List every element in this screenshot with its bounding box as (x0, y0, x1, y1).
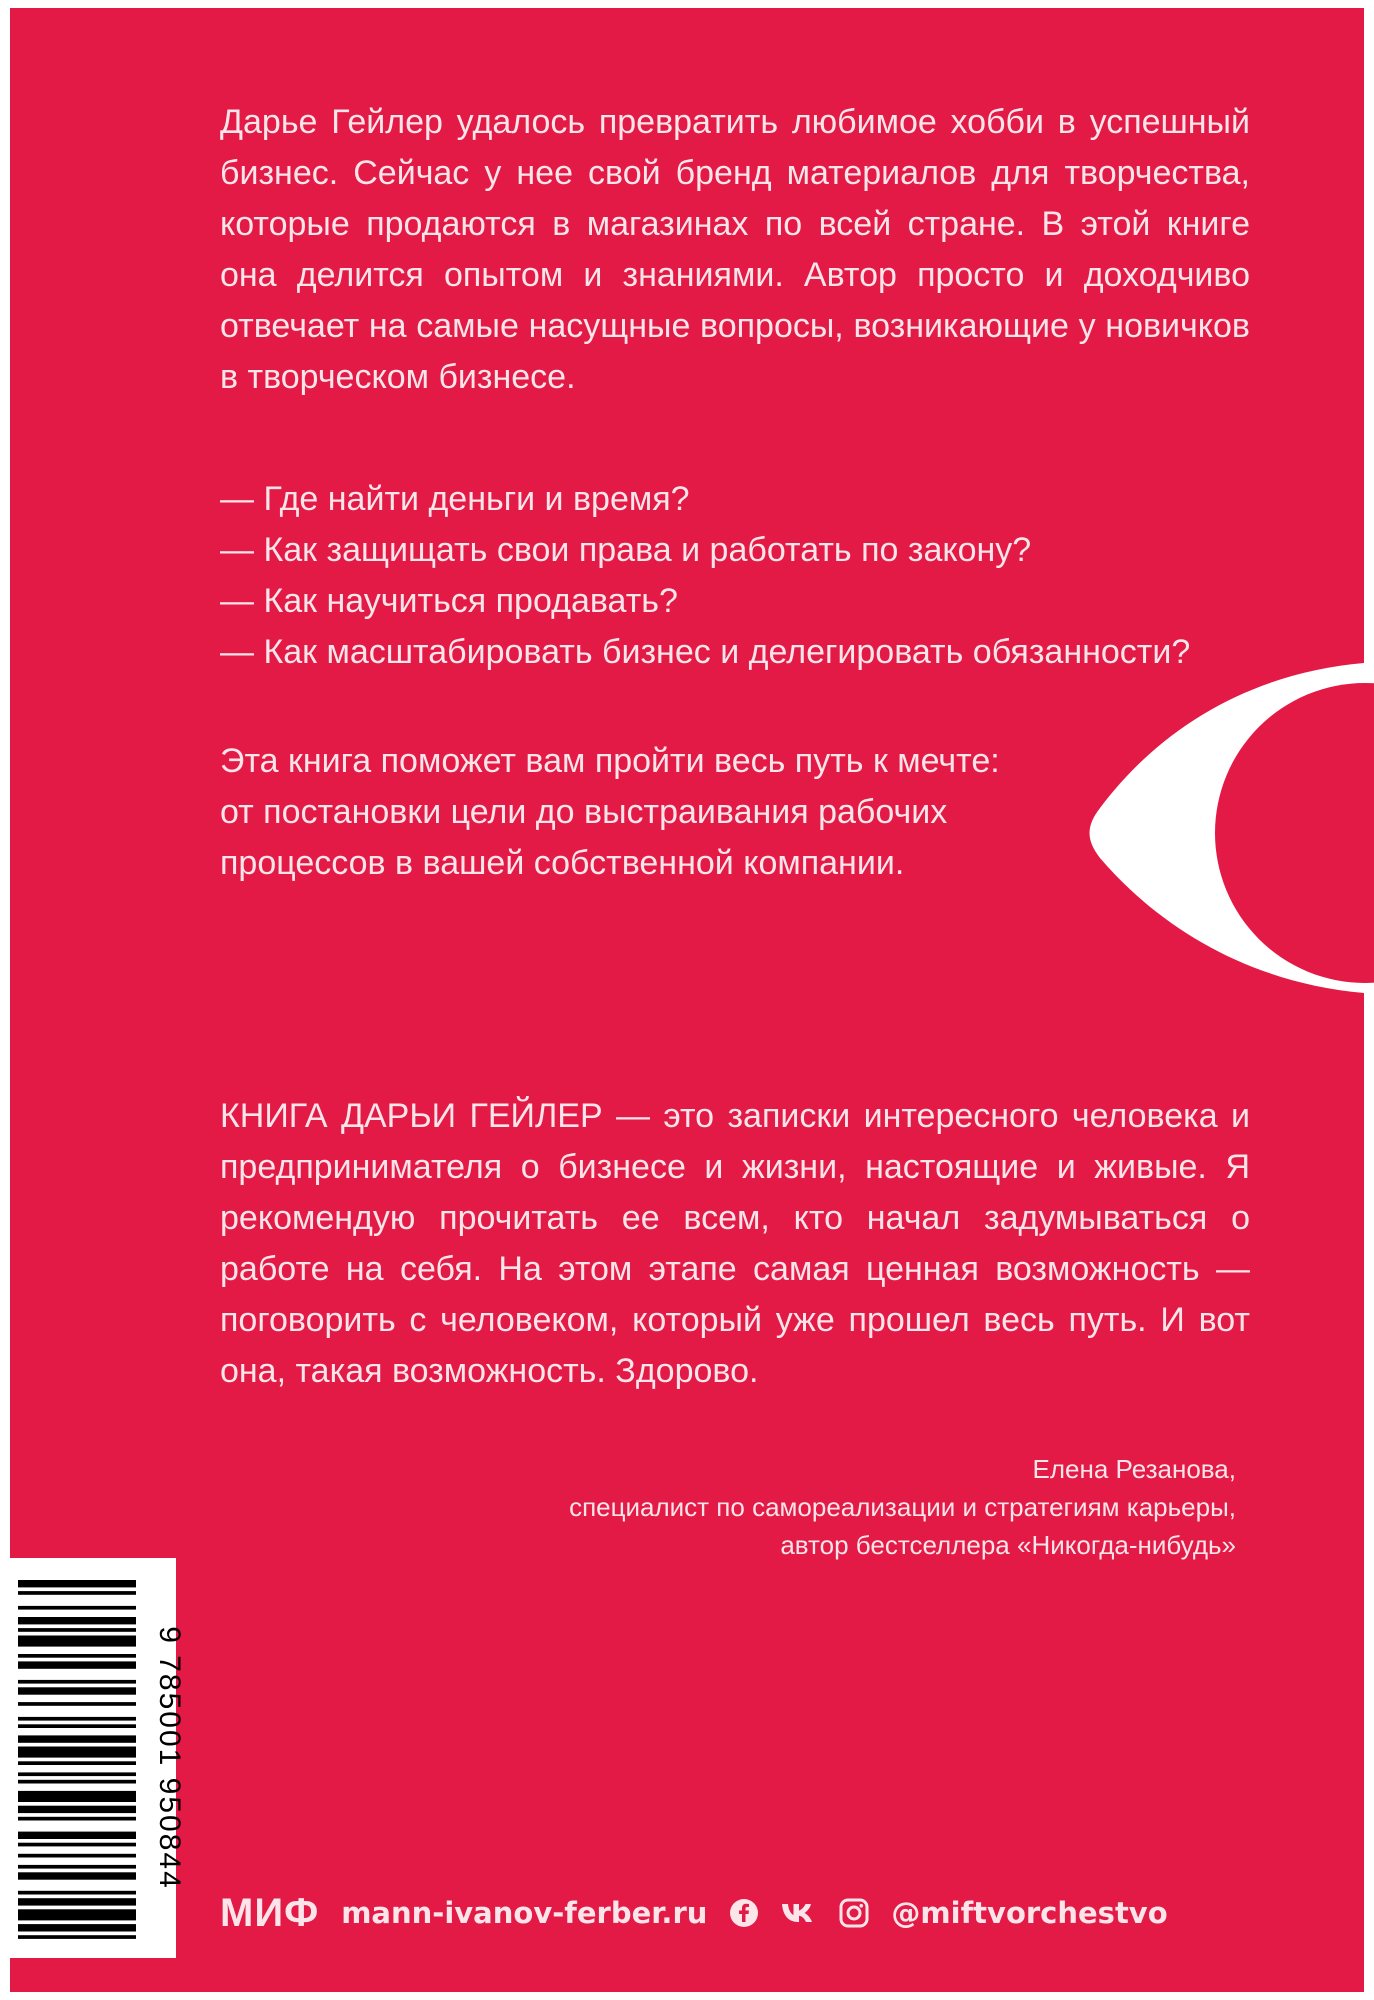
author-role: специалист по самореализации и стратегиям карьеры, (569, 1492, 1236, 1522)
questions-list (220, 474, 1190, 678)
question-item: — Как защищать свои права и работать по закону? (220, 531, 1032, 569)
barcode-number: 9 785001 950844 (153, 1626, 186, 1890)
question-item: — Как масштабировать бизнес и делегировать обязанности? (220, 633, 1191, 671)
promise-line: Эта книга поможет вам пройти весь путь к мечте: (220, 742, 1000, 780)
intro-paragraph (220, 97, 1250, 403)
publisher-footer (220, 1888, 1168, 1938)
promise-line: процессов в вашей собственной компании. (220, 844, 905, 882)
question-item: — Где найти деньги и время? (220, 480, 690, 518)
eye-icon (1100, 648, 1364, 1018)
social-handle[interactable]: @miftvorchestvo (891, 1896, 1168, 1930)
isbn-barcode (10, 1558, 186, 1958)
back-cover (10, 8, 1364, 1992)
author-name: Елена Резанова, (1032, 1454, 1236, 1484)
author-credit: автор бестселлера «Никогда-нибудь» (780, 1530, 1236, 1560)
vk-icon[interactable] (781, 1901, 817, 1925)
publisher-website[interactable]: mann-ivanov-ferber.ru (341, 1896, 708, 1930)
intro-text: Дарье Гейлер удалось превратить любимое хобби в успешный бизнес. Сейчас у нее свой бренд материалов для творчества, которые продаются в магазинах по всей стране. В этой книге она делится опытом и знаниями. Автор просто и доходчиво отвечает на самые насущные вопросы, возникающие у новичков в творческом бизнесе. (220, 103, 1250, 396)
question-item: — Как научиться продавать? (220, 582, 678, 620)
testimonial-quote: КНИГА ДАРЬИ ГЕЙЛЕР — это записки интересного человека и предпринимателя о бизнесе и жизни, настоящие и живые. Я рекомендую прочитать ее всем, кто начал задумываться о работе на себя. На этом этапе самая ценная возможность — поговорить с человеком, который уже прошел весь путь. И вот она, такая возможность. Здорово. (220, 1097, 1250, 1390)
instagram-icon[interactable] (839, 1898, 869, 1928)
testimonial-attribution (569, 1450, 1236, 1564)
facebook-icon[interactable] (729, 1898, 759, 1928)
publisher-logo: МИФ (220, 1890, 320, 1935)
promise-line: от постановки цели до выстраивания рабочих (220, 793, 948, 831)
barcode-graphic (10, 1558, 186, 1958)
book-promise (220, 736, 1000, 889)
